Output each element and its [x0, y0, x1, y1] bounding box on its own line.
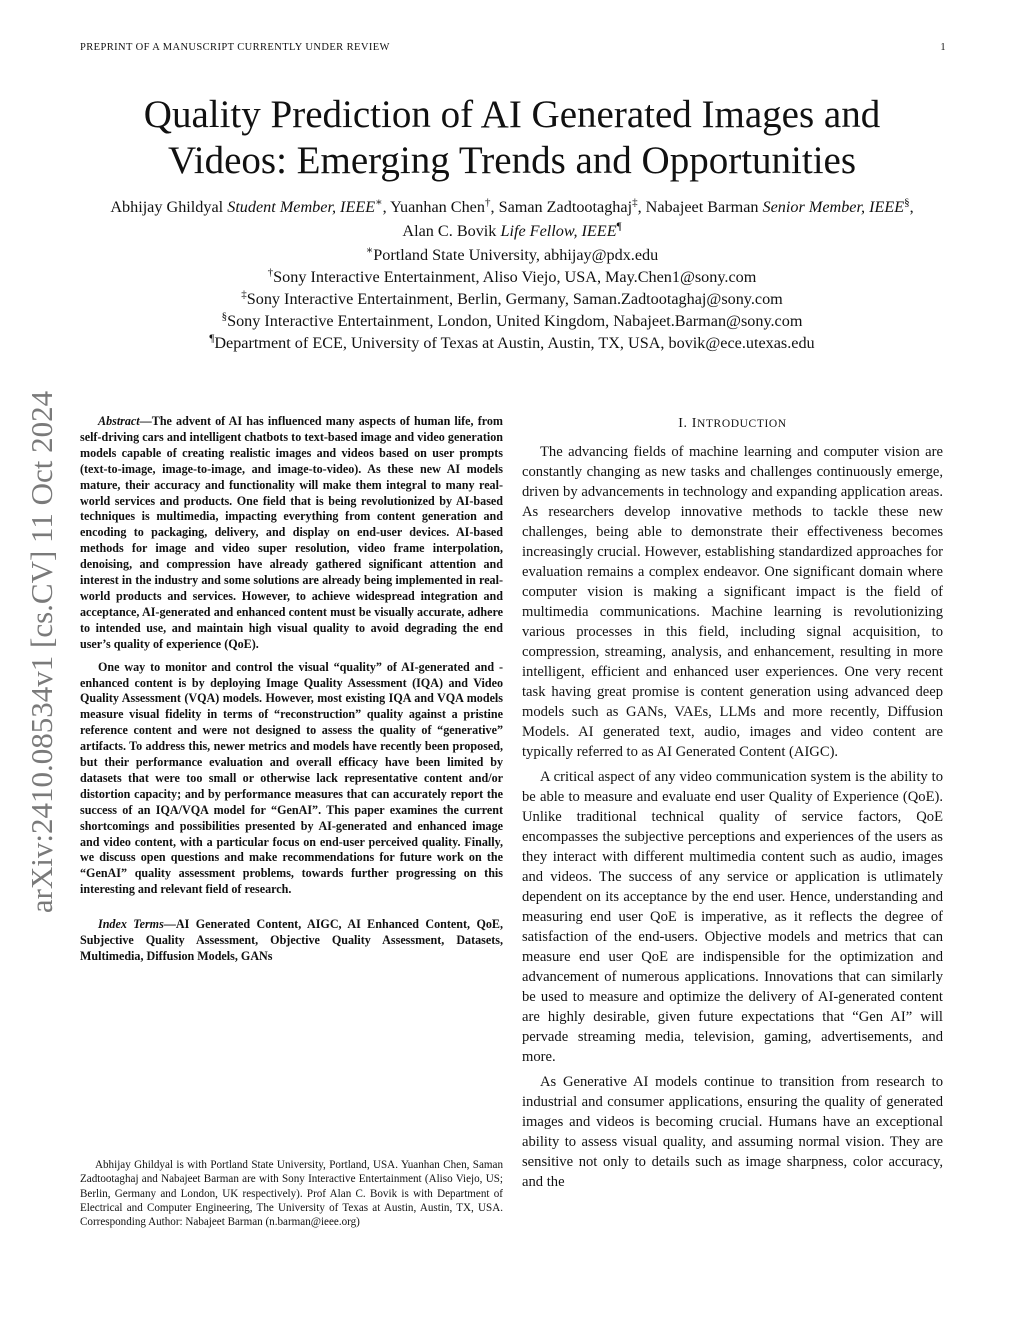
- affiliation-text: Sony Interactive Entertainment, Aliso Viejo, USA, May.Chen1@sony.com: [273, 268, 757, 286]
- abstract-paragraph: One way to monitor and control the visual “quality” of AI-generated and -enhanced content is by deploying Image Quality Assessment (IQA) and Video Quality Assessment (VQA) models. However, most existing IQA and VQA models measure visual fidelity in terms of “reconstruction” quality against a pristine reference content and were not designed to assess the quality of “generative” artifacts. To address this, newer metrics and models have recently been proposed, but their performance evaluation and overall efficacy have been limited by datasets that were too small or otherwise lack representative content and/or distortion capacity; and by performance measures that can accurately report the success of an IQA/VQA model for “GenAI”. This paper examines the current shortcomings and possibilities presented by AI-generated and enhanced image and video content, with a particular focus on end-user perceived quality. Finally, we discuss open questions and make recommendations for future work on the “GenAI” quality assessment problems, towards further progressing on this interesting and relevant field of research.: [80, 659, 503, 897]
- body-paragraph: As Generative AI models continue to transition from research to industrial and consumer applications, ensuring the quality of generated images and videos is becoming crucial. Humans have an exceptional ability to assess visual quality, and assuming normal vision. They are sensitive not only to details such as image sharpness, color accuracy, and the: [522, 1074, 943, 1190]
- author-mark: ¶: [616, 220, 622, 233]
- affiliation-text: Sony Interactive Entertainment, Berlin, Germany, Saman.Zadtootaghaj@sony.com: [246, 290, 783, 308]
- affiliation-mark: ‡: [241, 288, 247, 301]
- author-name: Saman Zadtootaghaj: [498, 198, 633, 216]
- running-head-text: PREPRINT OF A MANUSCRIPT CURRENTLY UNDER REVIEW: [80, 42, 390, 53]
- section-number: I.: [678, 416, 692, 431]
- affiliation-mark: §: [221, 310, 228, 323]
- index-terms-dash: —: [163, 917, 176, 932]
- author-list: Abhijay Ghildyal Student Member, IEEE∗, Yuanhan Chen†, Saman Zadtootaghaj‡, Nabajeet Barman Senior Member, IEEE§, Alan C. Bovik Life Fellow, IEEE¶: [110, 196, 914, 240]
- affiliation-line: [80, 245, 944, 265]
- author-name: Yuanhan Chen: [390, 198, 485, 216]
- abstract-paragraph: [80, 414, 503, 653]
- affiliation-mark: †: [267, 266, 274, 279]
- abstract-label: Abstract: [98, 414, 140, 428]
- author-membership: Student Member, IEEE: [227, 198, 376, 216]
- affiliation-text: Sony Interactive Entertainment, London, United Kingdom, Nabajeet.Barman@sony.com: [227, 312, 803, 330]
- affiliation-line: [80, 289, 944, 309]
- author-name: Nabajeet Barman: [645, 198, 759, 216]
- author-footnote: Abhijay Ghildyal is with Portland State University, Portland, USA. Yuanhan Chen, Saman Zadtootaghaj and Nabajeet Barman are with Sony Interactive Entertainment (Aliso Viejo, US; Berlin, Germany and London, UK respectively). Prof Alan C. Bovik is with Department of Electrical and Computer Engineering, The University of Texas at Austin, Austin, TX, USA. Corresponding Author: Nabajeet Barman (n.barman@ieee.org): [80, 1159, 503, 1229]
- arxiv-identifier: arXiv:2410.08534v1 [cs.CV] 11 Oct 2024: [24, 390, 59, 914]
- author-name: Alan C. Bovik: [402, 221, 497, 240]
- author-name: Abhijay Ghildyal: [110, 198, 224, 216]
- author-membership: Life Fellow, IEEE: [500, 221, 617, 240]
- body-paragraph: A critical aspect of any video communication system is the ability to be able to measure and evaluate end user Quality of Experience (QoE). Unlike traditional technical quality of service factors, QoE encompasses the subjective perceptions and experiences of the users as they interact with different multimedia content such as audio, images and videos. The success of any service or application is utlimately dependent on its acceptance by the end user. Hence, understanding and measuring end user QoE is imperative, as it reflects the degree of satisfaction of the end-users. Objective models and metrics that can measure end user QoE are indispensible for the optimization and advancement of numerous applications. Innovations that can similarly be used to measure and optimize the delivery of AI-generated content are highly desirable, given future expectations that “Gen AI” will pervade streaming media, television, gaming, advertisements, and more.: [522, 769, 943, 1065]
- section-title-initial: I: [691, 416, 698, 431]
- index-terms-text: AI Generated Content, AIGC, AI Enhanced Content, QoE, Subjective Quality Assessment, Objective Quality Assessment, Datasets, Multimedia, Diffusion Models, GANs: [80, 917, 503, 963]
- body-paragraph: The advancing fields of machine learning and computer vision are constantly changing as new tasks and challenges continuously emerge, driven by advancements in technology and expanding application areas. As researchers develop innovative methods to tackle these new challenges, being able to demonstrate their effectiveness becomes increasingly crucial. However, establishing standardized approaches for evaluation remains a complex endeavor. One significant domain where computer vision is making a significant impact is the field of multimedia communications. Machine learning is revolutionizing various processes in this field, including signal acquisition, to compression, streaming, analysis, and enhancement, resulting in more intelligent, efficient and enhanced user experiences. One very recent task having great promise is content generation using advanced deep models such as GANs, VAEs, LLMs and more recently, Diffusion Models. AI generated text, audio, images and video content are typically referred to as AI Generated Content (AIGC).: [522, 444, 943, 760]
- author-membership: Senior Member, IEEE: [762, 198, 905, 216]
- affiliation-line: [80, 267, 944, 287]
- left-column: [80, 414, 503, 977]
- affiliation-line: [80, 333, 944, 353]
- affiliation-mark: ∗: [365, 244, 374, 257]
- index-terms-label: Index Terms: [98, 917, 164, 932]
- running-head: [80, 42, 946, 56]
- affiliation-text: Department of ECE, University of Texas at Austin, Austin, TX, USA, bovik@ece.utexas.edu: [214, 334, 815, 352]
- paper-title: Quality Prediction of AI Generated Images and Videos: Emerging Trends and Opportunities: [143, 93, 881, 182]
- abstract-dash: —: [139, 414, 152, 428]
- affiliation-mark: ¶: [209, 332, 215, 345]
- author-mark: †: [484, 196, 491, 209]
- author-mark: ∗: [375, 196, 383, 209]
- section-title-rest: NTRODUCTION: [697, 418, 787, 430]
- author-mark: §: [904, 196, 910, 209]
- author-mark: ‡: [632, 196, 638, 209]
- affiliation-text: Portland State University, abhijay@pdx.edu: [373, 246, 659, 264]
- abstract-text: The advent of AI has influenced many aspects of human life, from self-driving cars and intelligent chatbots to text-based image and video generation models capable of creating realistic images and videos based on user prompts (text-to-image, image-to-image, and image-to-video). As these new AI models mature, their accuracy and functionality will make them integral to many real-world services and products. One field that is being revolutionized by AI-based techniques is multimedia, impacting everything from content generation and encoding to packaging, delivery, and display on end-user devices. AI-based methods for image and video super resolution, video frame interpolation, denoising, and compression have already gathered significant attention and interest in the industry and some solutions are already being implemented in real-world products and services. However, to achieve widespread integration and acceptance, AI-generated and enhanced content must be visually accurate, adhere to intended use, and maintain high visual quality to avoid degrading the end user’s quality of experience (QoE).: [80, 414, 503, 651]
- right-column: [522, 414, 943, 1192]
- index-terms: [80, 917, 503, 965]
- page-number: 1: [940, 42, 946, 53]
- affiliation-line: [80, 311, 944, 331]
- section-heading-introduction: [522, 416, 943, 432]
